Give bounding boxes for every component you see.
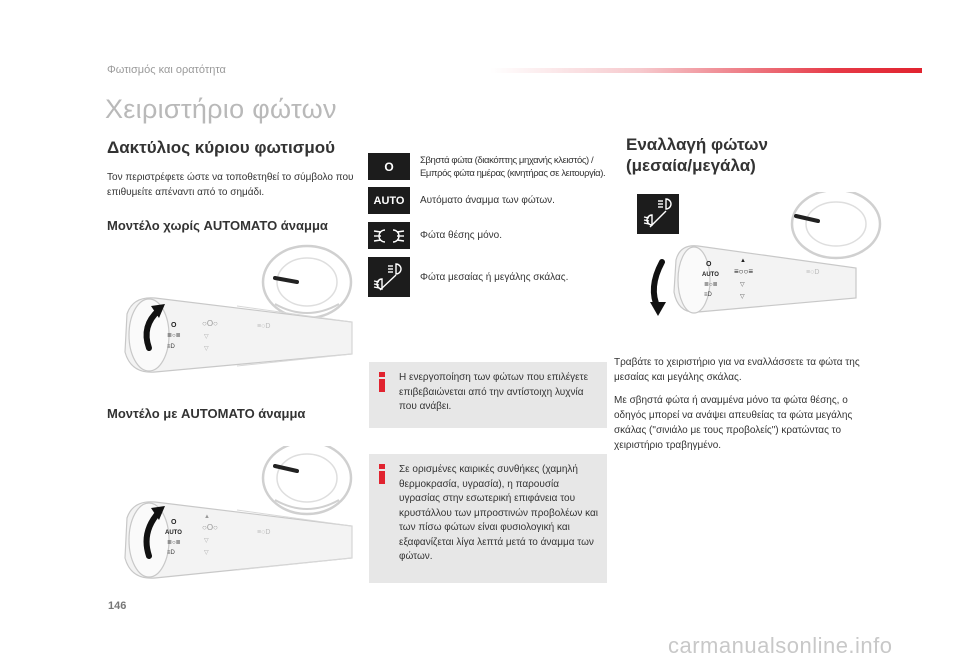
stalk-sidelight-mark-3: ≣○≣	[704, 282, 718, 288]
info-text-indicator: Η ενεργοποίηση των φώτων που επιλέγετε επιβεβαιώνεται από την αντίστοιχη λυχνία που ανάβει.	[399, 372, 589, 412]
stalk-sidelight-mark-2: ≣○≣	[167, 540, 181, 546]
stalk-beam-mark-2: ≡D	[167, 550, 175, 556]
stalk-label-auto-2: AUTO	[702, 272, 719, 278]
stalk-arrow-up-mark: ▲	[204, 514, 210, 520]
legend-text-off: Σβηστά φώτα (διακόπτης μηχανής κλειστός) / Εμπρός φώτα ημέρας (κινητήρας σε λειτουργία).	[420, 154, 606, 179]
legend-text-beams: Φώτα μεσαίας ή μεγάλης σκάλας.	[420, 271, 569, 283]
legend-row-beams	[368, 257, 568, 297]
watermark: carmanualsonline.info	[668, 633, 893, 658]
steering-wheel-icon-3	[792, 192, 880, 258]
beam-switch-para2: Με σβηστά φώτα ή αναμμένα μόνο τα φώτα θέσης, ο οδηγός μπορεί να ανάψει απευθείας τα φώτα μεγάλης σκάλας ("σινιάλο με τους προβολείς") κρατώντας το χειριστήριο τραβηγμένο.	[614, 395, 853, 451]
stalk-label-o-2: O	[171, 519, 177, 526]
legend-row-off	[368, 153, 610, 180]
stalk-arrow-mark-3: ▽	[204, 538, 209, 544]
stalk-arrow-up-mark-2: ▲	[740, 258, 746, 264]
legend-text-auto: Αυτόματο άναμμα των φώτων.	[420, 195, 555, 206]
info-icon-2	[379, 464, 385, 484]
stalk-fog-mark-2: ≡○D	[257, 529, 271, 536]
beam-switch-heading	[626, 134, 768, 176]
dipped-main-beam-icon	[368, 257, 410, 297]
info-box-indicator	[369, 362, 607, 428]
stalk-label-auto: AUTO	[165, 530, 182, 536]
sidelights-icon	[368, 222, 410, 249]
auto-lighting-icon: AUTO	[368, 187, 410, 214]
stalk-indicator-mark-3: ≡○○≡	[734, 267, 753, 276]
stalk-arrow-mark: ▽	[204, 334, 209, 340]
light-stalk-icon	[125, 298, 352, 372]
stalk-fog-mark-3: ≡○D	[806, 269, 820, 276]
beam-switch-para1: Τραβάτε το χειριστήριο για να εναλλάσσετε τα φώτα της μεσαίας και μεγάλης σκάλας.	[614, 357, 860, 383]
stalk-beam-mark-3: ≡D	[704, 292, 712, 298]
stalk-illustration-manual	[107, 244, 357, 379]
steering-wheel-icon	[263, 246, 351, 318]
header-rule	[490, 68, 922, 73]
lights-off-icon: O	[368, 153, 410, 180]
page-number: 146	[108, 600, 127, 612]
section-label: Φωτισμός και ορατότητα	[107, 64, 226, 76]
light-stalk-icon-3	[674, 246, 856, 313]
intro-text: Τον περιστρέφετε ώστε να τοποθετηθεί το σύμβολο που επιθυμείτε απέναντι από το σημάδι.	[107, 172, 354, 198]
stalk-label-o: O	[171, 322, 177, 329]
model-without-auto-heading: Μοντέλο χωρίς AUTOMATO άναμμα	[107, 218, 328, 233]
steering-wheel-icon-2	[263, 446, 351, 514]
pull-arrow-icon	[650, 262, 666, 316]
stalk-arrow-mark-5: ▽	[740, 282, 745, 288]
beam-switch-heading-line2: (μεσαία/μεγάλα)	[626, 156, 756, 175]
stalk-indicator-mark: ○O○	[202, 319, 218, 328]
stalk-arrow-mark-2: ▽	[204, 346, 209, 352]
info-icon	[379, 372, 385, 392]
beam-switch-illustration	[636, 192, 886, 322]
beam-icon-box	[637, 194, 679, 234]
stalk-fog-mark: ≡○D	[257, 323, 271, 330]
beam-switch-heading-line1: Εναλλαγή φώτων	[626, 135, 768, 154]
stalk-sidelight-mark: ≣○≣	[167, 333, 181, 339]
info-box-condensation	[369, 454, 607, 583]
legend-row-auto	[368, 187, 555, 214]
main-ring-heading: Δακτύλιος κύριου φωτισμού	[107, 138, 336, 157]
stalk-indicator-mark-2: ○O○	[202, 523, 218, 532]
stalk-illustration-auto	[107, 446, 357, 586]
stalk-beam-mark: ≡D	[167, 344, 175, 350]
stalk-arrow-mark-6: ▽	[740, 294, 745, 300]
stalk-arrow-mark-4: ▽	[204, 550, 209, 556]
page-title: Χειριστήριο φώτων	[105, 94, 337, 124]
info-text-condensation: Σε ορισμένες καιρικές συνθήκες (χαμηλή θερμοκρασία, υγρασία), η παρουσία υγρασίας στην εσωτερική επιφάνεια του κρυστάλλου των μπροστινών προβολέων και των πίσω φώτων είναι φυσιολογική και εξαφανίζεται λίγα λεπτά μετά το άναμμα των φώτων.	[399, 464, 599, 562]
legend-row-sidelights	[368, 222, 502, 249]
legend-text-sidelights: Φώτα θέσης μόνο.	[420, 230, 503, 241]
model-with-auto-heading: Μοντέλο με AUTOMATO άναμμα	[107, 406, 306, 421]
stalk-label-o-3: O	[706, 261, 712, 268]
